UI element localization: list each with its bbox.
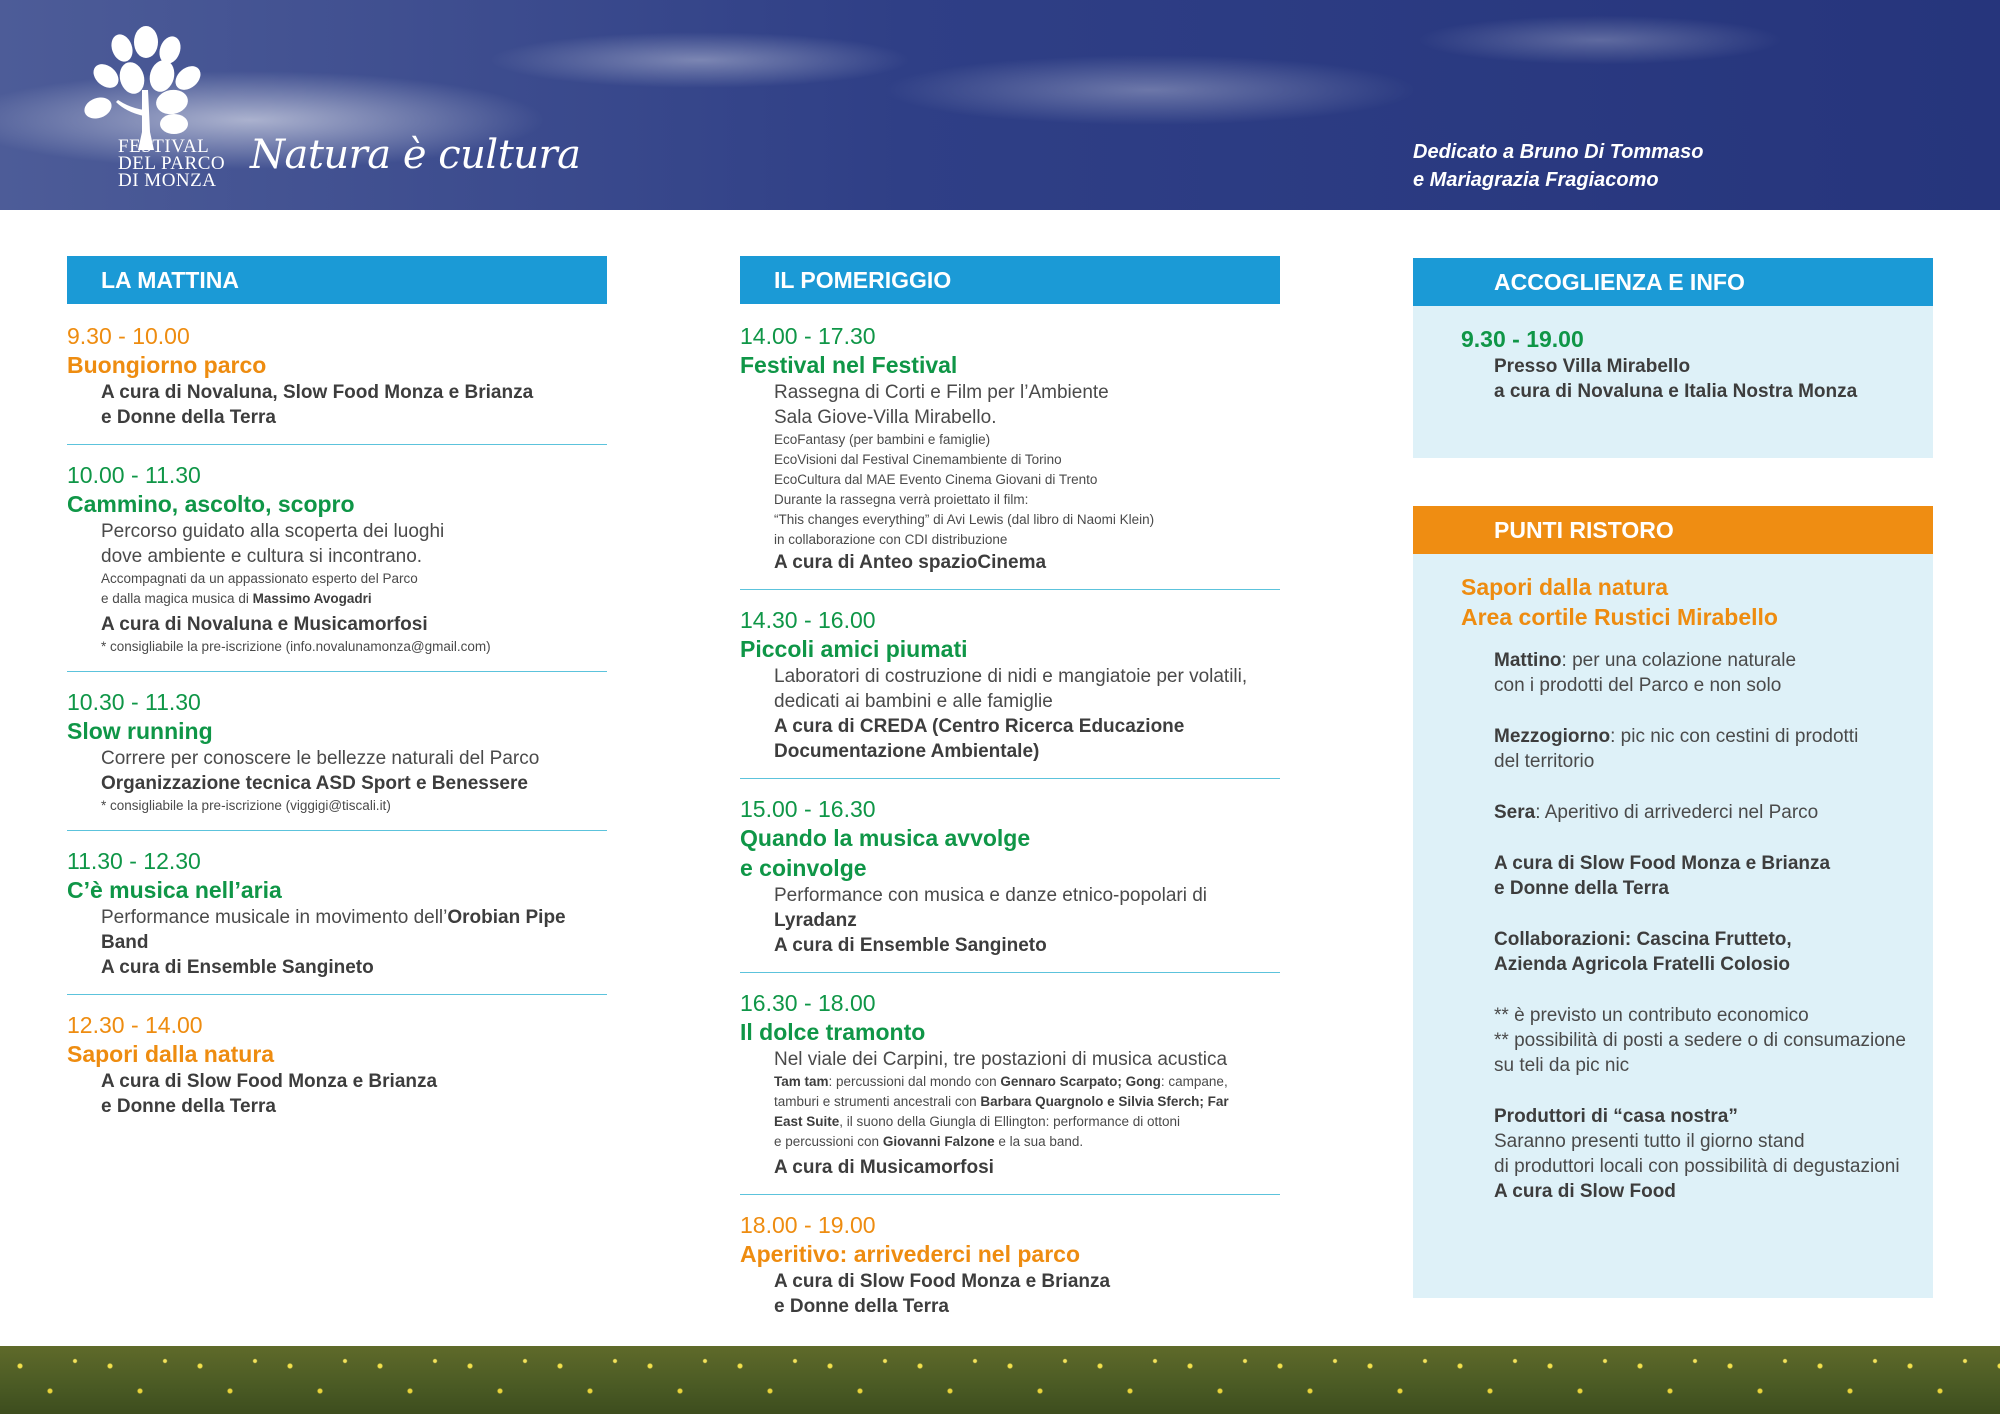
ristoro-box	[1413, 506, 1933, 1298]
event-time: 18.00 - 19.00	[740, 1212, 876, 1238]
event-description: Sala Giove-Villa Mirabello.	[774, 407, 997, 428]
producers-detail: di produttori locali con possibilità di degustazioni	[1494, 1156, 1900, 1177]
event-note: * consigliabile la pre-iscrizione (info.novalunamonza@gmail.com)	[101, 639, 491, 654]
event-organizer: A cura di CREDA (Centro Ricerca Educazione	[774, 716, 1185, 737]
event-detail: e percussioni con Giovanni Falzone e la sua band.	[774, 1134, 1084, 1149]
ristoro-mattino: Mattino: per una colazione naturale	[1494, 650, 1797, 671]
info-location: Presso Villa Mirabello	[1494, 356, 1691, 377]
event-title: C’è musica nell’aria	[67, 877, 282, 903]
event-title: Il dolce tramonto	[740, 1019, 926, 1045]
event-detail: in collaborazione con CDI distribuzione	[774, 532, 1008, 547]
event-note: * consigliabile la pre-iscrizione (viggigi@tiscali.it)	[101, 798, 391, 813]
ristoro-mezzogiorno: Mezzogiorno: pic nic con cestini di prodotti	[1494, 726, 1859, 747]
event-organizer: e Donne della Terra	[101, 1096, 276, 1117]
event-description: dove ambiente e cultura si incontrano.	[101, 546, 423, 567]
ristoro-note: ** è previsto un contributo economico	[1494, 1005, 1809, 1026]
event-description: dedicati ai bambini e alle famiglie	[774, 691, 1053, 712]
event-organizer: A cura di Ensemble Sangineto	[774, 935, 1047, 956]
event-time: 10.30 - 11.30	[67, 689, 201, 715]
event-description: Performance con musica e danze etnico-popolari di Lyradanz	[774, 885, 1208, 931]
event-title: Slow running	[67, 718, 213, 744]
event-slot	[740, 304, 1280, 590]
event-title: Buongiorno parco	[67, 352, 267, 378]
event-organizer: A cura di Musicamorfosi	[774, 1157, 994, 1178]
info-box	[1413, 258, 1933, 458]
event-organizer: e Donne della Terra	[774, 1296, 949, 1317]
event-slot	[740, 973, 1280, 1195]
event-description: Performance musicale in movimento dell’Orobian Pipe Band	[101, 907, 566, 953]
event-detail: EcoCultura dal MAE Evento Cinema Giovani di Trento	[774, 472, 1098, 487]
event-slot	[67, 995, 607, 1133]
ristoro-note: su teli da pic nic	[1494, 1055, 1630, 1076]
event-description: Rassegna di Corti e Film per l’Ambiente	[774, 382, 1109, 403]
event-slot	[740, 779, 1280, 973]
info-heading: ACCOGLIENZA E INFO	[1413, 258, 1933, 306]
mattina-column	[67, 256, 607, 1133]
event-detail: EcoFantasy (per bambini e famiglie)	[774, 432, 991, 447]
event-title: Quando la musica avvolge	[740, 825, 1031, 851]
ristoro-note: ** possibilità di posti a sedere o di consumazione	[1494, 1030, 1906, 1051]
event-detail: Durante la rassegna verrà proiettato il film:	[774, 492, 1029, 507]
event-title: Festival nel Festival	[740, 352, 958, 378]
event-organizer: e Donne della Terra	[101, 407, 276, 428]
event-detail: Tam tam: percussioni dal mondo con Gennaro Scarpato; Gong: campane,	[774, 1074, 1228, 1089]
event-slot	[67, 672, 607, 831]
info-time: 9.30 - 19.00	[1461, 326, 1584, 352]
event-title: e coinvolge	[740, 855, 867, 881]
dedication: Dedicato a Bruno Di Tommaso e Mariagrazia Fragiacomo	[1413, 141, 1704, 191]
event-slot	[740, 590, 1280, 779]
ristoro-organizer: A cura di Slow Food Monza e Brianza	[1494, 853, 1831, 874]
event-organizer: A cura di Novaluna e Musicamorfosi	[101, 614, 428, 635]
event-description: Percorso guidato alla scoperta dei luoghi	[101, 521, 445, 542]
event-organizer: A cura di Novaluna, Slow Food Monza e Brianza	[101, 382, 534, 403]
event-detail: “This changes everything” di Avi Lewis (dal libro di Naomi Klein)	[774, 512, 1155, 527]
event-time: 14.00 - 17.30	[740, 323, 876, 349]
event-slot	[740, 1195, 1280, 1333]
event-organizer: Organizzazione tecnica ASD Sport e Benessere	[101, 773, 528, 794]
event-organizer: A cura di Anteo spazioCinema	[774, 552, 1047, 573]
header-banner	[0, 0, 2000, 210]
event-description: Nel viale dei Carpini, tre postazioni di musica acustica	[774, 1049, 1228, 1070]
event-slot	[67, 304, 607, 445]
event-detail: Accompagnati da un appassionato esperto del Parco	[101, 571, 418, 586]
ristoro-title: Sapori dalla natura	[1461, 574, 1669, 600]
event-time: 15.00 - 16.30	[740, 796, 876, 822]
info-organizer: a cura di Novaluna e Italia Nostra Monza	[1494, 381, 1858, 402]
event-description: Laboratori di costruzione di nidi e mangiatoie per volatili,	[774, 666, 1248, 687]
mattina-heading: LA MATTINA	[67, 256, 607, 304]
producers-title: Produttori di “casa nostra”	[1494, 1106, 1738, 1127]
event-slot	[67, 445, 607, 672]
tagline: Natura è cultura	[250, 132, 581, 178]
event-title: Sapori dalla natura	[67, 1041, 275, 1067]
event-time: 14.30 - 16.00	[740, 607, 876, 633]
event-detail: e dalla magica musica di Massimo Avogadri	[101, 591, 372, 606]
ristoro-organizer: e Donne della Terra	[1494, 878, 1669, 899]
event-detail: East Suite, il suono della Giungla di Ellington: performance di ottoni	[774, 1114, 1180, 1129]
event-description: Correre per conoscere le bellezze naturali del Parco	[101, 748, 540, 769]
event-time: 11.30 - 12.30	[67, 848, 201, 874]
event-organizer: A cura di Slow Food Monza e Brianza	[774, 1271, 1111, 1292]
ristoro-collaborations: Collaborazioni: Cascina Frutteto,	[1494, 929, 1792, 950]
event-organizer: Documentazione Ambientale)	[774, 741, 1040, 762]
ristoro-location: Area cortile Rustici Mirabello	[1461, 604, 1778, 630]
producers-detail: Saranno presenti tutto il giorno stand	[1494, 1131, 1805, 1152]
grass-footer	[0, 1346, 2000, 1414]
producers-organizer: A cura di Slow Food	[1494, 1181, 1676, 1202]
event-detail: tamburi e strumenti ancestrali con Barbara Quargnolo e Silvia Sferch; Far	[774, 1094, 1229, 1109]
event-slot	[67, 831, 607, 995]
event-time: 10.00 - 11.30	[67, 462, 201, 488]
pomeriggio-heading: IL POMERIGGIO	[740, 256, 1280, 304]
event-time: 12.30 - 14.00	[67, 1012, 203, 1038]
ristoro-mezzogiorno-detail: del territorio	[1494, 751, 1595, 772]
event-title: Cammino, ascolto, scopro	[67, 491, 355, 517]
event-title: Aperitivo: arrivederci nel parco	[740, 1241, 1081, 1267]
event-organizer: A cura di Ensemble Sangineto	[101, 957, 374, 978]
ristoro-collaborations: Azienda Agricola Fratelli Colosio	[1494, 954, 1790, 975]
event-time: 9.30 - 10.00	[67, 323, 190, 349]
pomeriggio-column	[740, 256, 1280, 1333]
ristoro-heading: PUNTI RISTORO	[1413, 506, 1933, 554]
ristoro-sera: Sera: Aperitivo di arrivederci nel Parco	[1494, 802, 1819, 823]
ristoro-mattino-detail: con i prodotti del Parco e non solo	[1494, 675, 1782, 696]
event-organizer: A cura di Slow Food Monza e Brianza	[101, 1071, 438, 1092]
event-title: Piccoli amici piumati	[740, 636, 968, 662]
event-time: 16.30 - 18.00	[740, 990, 876, 1016]
logo-wordmark: FESTIVAL DEL PARCO DI MONZA	[118, 136, 226, 191]
event-detail: EcoVisioni dal Festival Cinemambiente di Torino	[774, 452, 1062, 467]
